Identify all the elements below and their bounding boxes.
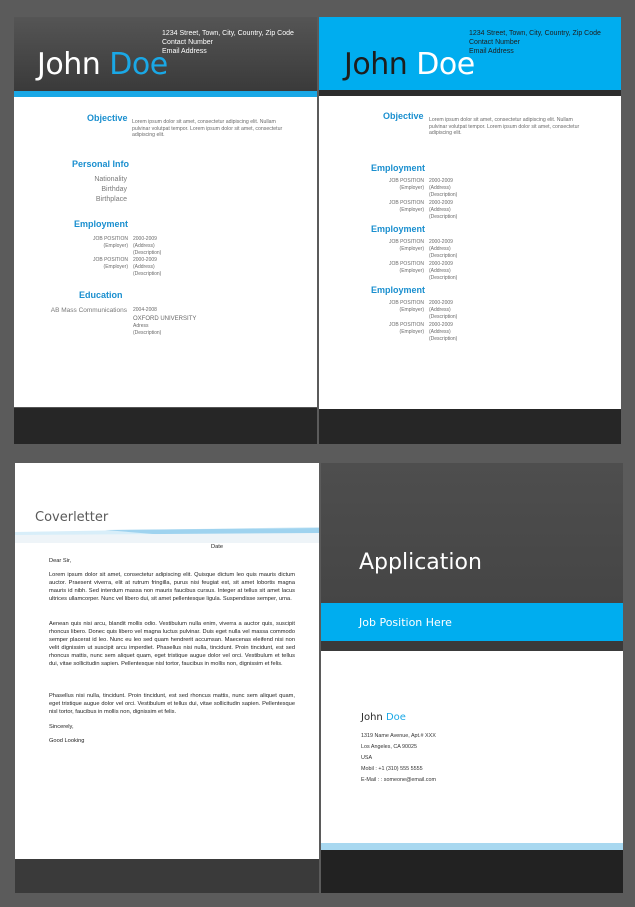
cover-letter-footer: [15, 859, 319, 893]
job-address: (Address): [429, 268, 451, 274]
letter-paragraph-2: Aenean quis nisi arcu, blandit mollis odio. Vestibulum nulla enim, viverra a auctor quis, suscipit rhoncus libero. Donec quis libero vel magna luctus pulvinar. Duis eget nulla vel massa commodo semper placerat id leo. Nunc eu leo sed quam hendrerit accumsan. Maecenas eleifend nisi non velit dignissim ut suscipit arcu imperdiet. Phasellus nisi nulla, tincidunt. Proin tincidunt, est sed rhoncus mattis, nunc sem aliquet quam, eget tristique augue dolor vel orci. Vestibulum et tellus dui, vitae sollicitudin sapien. Pellentesque nisl tortor, faucibus in mollis non, dignissim et felis.: [49, 621, 295, 667]
job-address: (Address): [429, 185, 451, 191]
emp3-job2-left: [364, 322, 424, 336]
job-description: (Description): [133, 271, 162, 277]
job-years: 2000-2009: [133, 257, 157, 263]
job-description: (Description): [429, 253, 458, 259]
letter-signature: Good Looking: [49, 738, 85, 744]
job-address: (Address): [429, 329, 451, 335]
nationality-label: Nationality: [94, 176, 127, 183]
application-footer: [321, 850, 623, 893]
job-address: (Address): [429, 307, 451, 313]
cover-letter-title: Coverletter: [35, 510, 109, 525]
job-position-title: Job Position Here: [359, 616, 452, 629]
personal-fields: [54, 175, 127, 205]
first-name: John: [344, 47, 408, 82]
resume-footer: [319, 409, 621, 444]
emp2-job2-right: [429, 261, 457, 282]
contact-street: 1234 Street, Town, City, Country, Zip Code: [469, 30, 601, 37]
job-position: JOB POSITION: [388, 239, 424, 245]
job-description: (Description): [133, 250, 162, 256]
job-position: JOB POSITION: [388, 300, 424, 306]
contact-block: [162, 29, 294, 56]
header-stripe: [15, 527, 319, 543]
emp1-job2-right: [429, 200, 457, 221]
band-shadow: [321, 641, 623, 651]
footer-light-stripe: [321, 843, 623, 850]
education-years: 2004-2008: [133, 307, 157, 313]
letter-paragraph-3: Phasellus nisi nulla, tincidunt. Proin tincidunt, est sed rhoncus mattis, nunc sem aliquet quam, eget tristique augue dolor vel orci. Vestibulum et tellus dui, vitae sollicitudin sapien. Pellentesque nisl tortor, faucibus in mollis non, dignissim et felis.: [49, 693, 295, 715]
education-school: OXFORD UNIVERSITY: [133, 316, 197, 322]
letter-closing: Sincerely,: [49, 724, 74, 730]
job-entry-2-right: [133, 257, 161, 278]
job-years: 2000-2009: [133, 236, 157, 242]
last-name: Doe: [416, 47, 475, 82]
job-address: (Address): [429, 246, 451, 252]
employer: (Employer): [399, 185, 424, 191]
job-position: JOB POSITION: [388, 200, 424, 206]
employer: (Employer): [399, 307, 424, 313]
employer: (Employer): [399, 246, 424, 252]
application-header: [321, 463, 623, 603]
letter-salutation: Dear Sir,: [49, 558, 72, 564]
emp3-job1-left: [364, 300, 424, 314]
job-description: (Description): [429, 336, 458, 342]
objective-text: Lorem ipsum dolor sit amet, consectetur adipiscing elit. Nullam pulvinar volutpat tempor. Lorem ipsum dolor sit amet, consectetur adipiscing elit.: [132, 119, 283, 139]
job-years: 2000-2009: [429, 322, 453, 328]
emp2-job1-right: [429, 239, 457, 260]
resume-name: [37, 47, 168, 82]
address-mobile: Mobil : +1 (310) 555 5555: [361, 766, 423, 772]
job-position: JOB POSITION: [92, 236, 128, 242]
education-description: (Description): [133, 330, 162, 336]
birthplace-label: Birthplace: [95, 196, 127, 203]
job-years: 2000-2009: [429, 239, 453, 245]
employer: (Employer): [399, 329, 424, 335]
address-email: E-Mail : : someone@email.com: [361, 777, 436, 783]
job-position: JOB POSITION: [388, 178, 424, 184]
job-address: (Address): [429, 207, 451, 213]
objective-heading: Objective: [87, 113, 128, 123]
employment-heading: Employment: [371, 224, 426, 234]
emp3-job1-right: [429, 300, 457, 321]
employer: (Employer): [103, 264, 128, 270]
last-name: Doe: [109, 47, 168, 82]
address-country: USA: [361, 755, 373, 761]
resume-name: [344, 47, 475, 82]
education-details: [133, 307, 196, 337]
job-address: (Address): [133, 264, 155, 270]
job-description: (Description): [429, 314, 458, 320]
job-position: JOB POSITION: [388, 322, 424, 328]
resume-footer: [14, 407, 317, 444]
contact-email: Email Address: [162, 48, 207, 55]
education-heading: Education: [79, 290, 123, 300]
employer: (Employer): [399, 268, 424, 274]
emp2-job2-left: [364, 261, 424, 275]
job-description: (Description): [429, 192, 458, 198]
address-city: Los Angeles, CA 90025: [361, 744, 418, 750]
emp3-job2-right: [429, 322, 457, 343]
footer-divider: [14, 407, 317, 408]
job-years: 2000-2009: [429, 200, 453, 206]
emp1-job1-right: [429, 178, 457, 199]
job-entry-1-right: [133, 236, 161, 257]
objective-text: Lorem ipsum dolor sit amet, consectetur adipiscing elit. Nullam pulvinar volutpat tempor. Lorem ipsum dolor sit amet, consectetur adipiscing elit.: [429, 117, 580, 137]
employer: (Employer): [103, 243, 128, 249]
job-entry-2-left: [68, 257, 128, 271]
resume-page-dark: [14, 17, 317, 444]
job-position: JOB POSITION: [388, 261, 424, 267]
employment-heading: Employment: [74, 219, 129, 229]
first-name: John: [37, 47, 101, 82]
employer: (Employer): [399, 207, 424, 213]
resume-page-blue: [319, 17, 621, 444]
employment-heading: Employment: [371, 163, 426, 173]
header-accent-bar: [14, 91, 317, 97]
application-cover-page: [321, 463, 623, 893]
cover-letter-page: [15, 463, 319, 893]
header-dark-bar: [319, 90, 621, 96]
birthday-label: Birthday: [101, 186, 127, 193]
letter-date: Date: [211, 544, 224, 550]
emp1-job2-left: [364, 200, 424, 214]
address-street: 1319 Name Avenue, Apt.# XXX: [361, 733, 436, 739]
job-years: 2000-2009: [429, 261, 453, 267]
job-entry-1-left: [68, 236, 128, 250]
applicant-first-name: John: [361, 712, 383, 723]
job-address: (Address): [133, 243, 155, 249]
job-years: 2000-2009: [429, 178, 453, 184]
job-description: (Description): [429, 275, 458, 281]
contact-number: Contact Number: [469, 39, 520, 46]
education-address: Adress: [133, 323, 149, 329]
job-description: (Description): [429, 214, 458, 220]
contact-street: 1234 Street, Town, City, Country, Zip Code: [162, 30, 294, 37]
education-degree: AB Mass Communications: [50, 307, 127, 314]
objective-heading: Objective: [383, 111, 424, 121]
applicant-last-name: Doe: [385, 712, 406, 723]
emp1-job1-left: [364, 178, 424, 192]
applicant-name: [361, 712, 406, 723]
application-title: Application: [359, 550, 482, 575]
job-position: JOB POSITION: [92, 257, 128, 263]
employment-heading: Employment: [371, 285, 426, 295]
contact-block: [469, 29, 601, 56]
job-years: 2000-2009: [429, 300, 453, 306]
personal-info-heading: Personal Info: [72, 159, 130, 169]
letter-paragraph-1: Lorem ipsum dolor sit amet, consectetur adipiscing elit. Quisque dictum leo quis mauris dictum auctor. Praesent viverra, elit at rutrum fringilla, purus nisi feugiat est, sit amet lobortis magna mauris id nibh. Sed interdum massa non mauris faucibus cursus. Integer at tellus sit amet lacus ultrices ullamcorper. Nunc vel libero dui, sit amet pellentesque ligula. Suspendisse semper, urna.: [49, 572, 295, 602]
contact-number: Contact Number: [162, 39, 213, 46]
contact-email: Email Address: [469, 48, 514, 55]
emp2-job1-left: [364, 239, 424, 253]
